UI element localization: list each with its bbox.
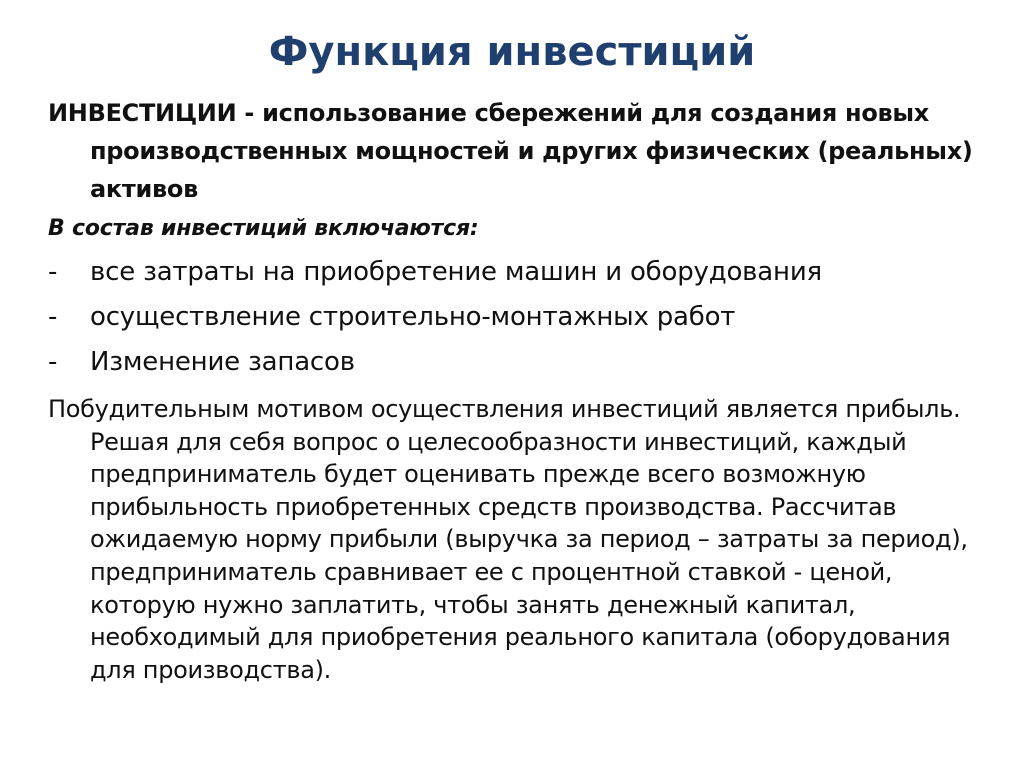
list-item <box>48 295 998 340</box>
slide-content <box>48 94 998 686</box>
included-items-list <box>48 250 998 385</box>
dash-bullet-icon: - <box>48 347 58 377</box>
list-item-text: Изменение запасов <box>90 347 355 377</box>
investment-definition: ИНВЕСТИЦИИ - использование сбережений для создания новых производственных мощностей и других физических (реальных) активов <box>48 99 973 203</box>
slide-title: Функция инвестиций <box>268 29 756 75</box>
list-item <box>48 250 998 295</box>
investment-motive-paragraph: Побудительным мотивом осуществления инвестиций является прибыль. Решая для себя вопрос о целесообразности инвестиций, каждый предприниматель будет оценивать прежде всего возможную прибыльность приобретенных средств производства. Рассчитав ожидаемую норму прибыли (выручка за период – затраты за период), предприниматель сравнивает ее с процентной ставкой - ценой, которую нужно заплатить, чтобы занять денежный капитал, необходимый для приобретения реального капитала (оборудования для производства). <box>48 395 968 684</box>
list-item <box>48 340 998 385</box>
list-item-text: все затраты на приобретение машин и оборудования <box>90 257 822 287</box>
dash-bullet-icon: - <box>48 257 58 287</box>
includes-heading: В состав инвестиций включаются: <box>48 216 479 241</box>
dash-bullet-icon: - <box>48 302 58 332</box>
list-item-text: осуществление строительно-монтажных работ <box>90 302 736 332</box>
